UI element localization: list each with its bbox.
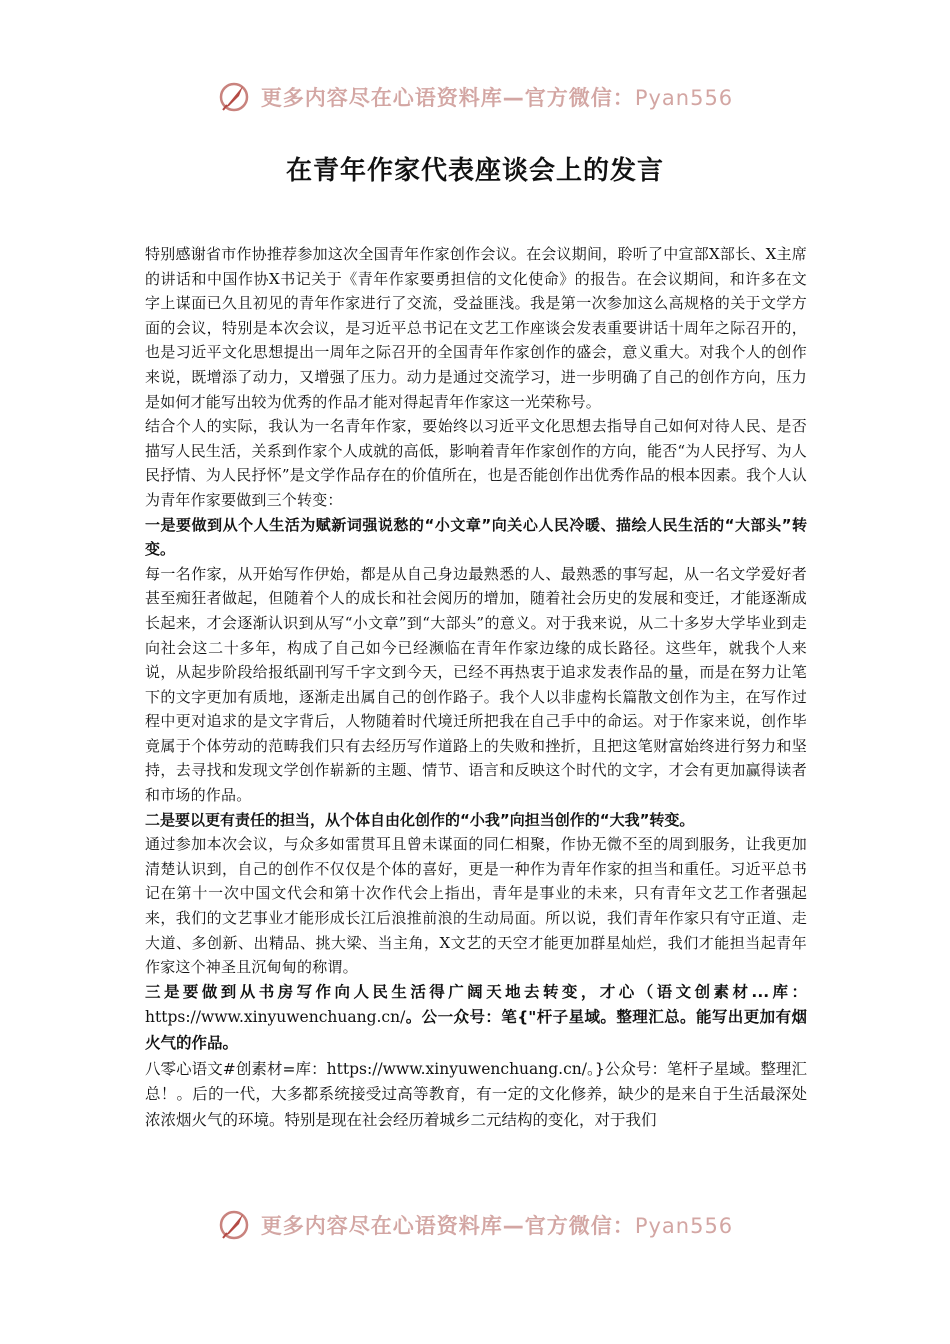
paragraph-third-transformation (145, 1057, 807, 1134)
document-title: 在青年作家代表座谈会上的发言 (285, 156, 664, 186)
footer-watermark-text (261, 1210, 733, 1240)
document-body (145, 242, 807, 1133)
third-heading-url: https://www.xinyuwenchuang.cn/ (145, 1008, 406, 1027)
footer-watermark-wechat: Pyan556 (634, 1214, 734, 1238)
paragraph-three-transformations: 结合个人的实际，我认为一名青年作家，要始终以习近平文化思想去指导自己如何对待人民、是否描写人民生活，关系到作家个人成就的高低，影响着青年作家创作的方向，能否“为人民抒写、为人民抒情、为人民抒怀”是文学作品存在的价值所在，也是否能创作出优秀作品的根本因素。我个人认为青年作家要做到三个转变： (145, 417, 807, 509)
third-heading-text: 三是要做到从书房写作向人民生活得广阔天地去转变，才心（语文创素材...库： (145, 982, 807, 1001)
header-watermark-slogan: 更多内容尽在心语资料库—官方微信： (260, 86, 635, 110)
heading-second-transformation: 二是要以更有责任的担当，从个体自由化创作的“小我”向担当创作的“大我”转变。 (145, 810, 695, 829)
header-watermark-wechat: Pyan556 (634, 86, 734, 110)
paragraph-second-transformation: 通过参加本次会议，与众多如雷贯耳且曾未谋面的同仁相聚，作协无微不至的周到服务，让我更加清楚认识到，自己的创作不仅仅是个体的喜好，更是一种作为青年作家的担当和重任。习近平总书记在第十一次中国文代会和第十次作代会上指出，青年是事业的未来，只有青年文艺工作者强起来，我们的文艺事业才能形成长江后浪推前浪的生动局面。所以说，我们青年作家只有守正道、走大道、多创新、出精品、挑大梁、当主角，X文艺的天空才能更加群星灿烂，我们才能担当起青年作家这个神圣且沉甸甸的称谓。 (145, 835, 807, 977)
third-paragraph-text: 八零心语文#创素材=库： (145, 1059, 327, 1078)
heading-third-transformation (145, 980, 807, 1057)
header-watermark-text (261, 82, 733, 112)
third-paragraph-url: https://www.xinyuwenchuang.cn/ (326, 1059, 587, 1078)
footer-watermark-slogan: 更多内容尽在心语资料库—官方微信： (260, 1214, 635, 1238)
paragraph-intro: 特别感谢省市作协推荐参加这次全国青年作家创作会议。在会议期间，聆听了中宣部X部长、X主席的讲话和中国作协X书记关于《青年作家要勇担信的文化使命》的报告。在会议期间，和许多在文字上谋面已久且初见的青年作家进行了交流，受益匪浅。我是第一次参加这么高规格的关于文学方面的会议，特别是本次会议，是习近平总书记在文艺工作座谈会发表重要讲话十周年之际召开的，也是习近平文化思想提出一周年之际召开的全国青年作家创作的盛会，意义重大。对我个人的创作来说，既增添了动力，又增强了压力。动力是通过交流学习，进一步明确了自己的创作方向，压力是如何才能写出较为优秀的作品才能对得起青年作家这一光荣称号。 (145, 245, 807, 411)
paragraph-first-transformation: 每一名作家，从开始写作伊始，都是从自己身边最熟悉的人、最熟悉的事写起，从一名文学爱好者甚至痴狂者做起，但随着个人的成长和社会阅历的增加，随着社会历史的发展和变迁，才能逐渐成长起来，才会逐渐认识到从写“小文章”到“大部头”的意义。对于我来说，从二十多岁大学毕业到走向社会这二十多年，构成了自己如今已经濒临在青年作家边缘的成长路径。这些年，就我个人来说，从起步阶段给报纸副刊写千字文到今天，已经不再热衷于追求发表作品的量，而是在努力让笔下的文字更加有质地，逐渐走出属自己的创作路子。我个人以非虚构长篇散文创作为主，在写作过程中更对追求的是文字背后，人物随着时代境迁所把我在自己手中的命运。对于作家来说，创作毕竟属于个体劳动的范畴我们只有去经历写作道路上的失败和挫折，且把这笔财富始终进行努力和坚持，去寻找和发现文学创作崭新的主题、情节、语言和反映这个时代的文字，才会有更加赢得读者和市场的作品。 (145, 564, 807, 805)
quill-logo-icon (217, 1208, 251, 1242)
heading-first-transformation: 一是要做到从个人生活为赋新词强说愁的“小文章”向关心人民冷暖、描绘人民生活的“大部头”转变。 (145, 515, 807, 559)
third-heading-tail: 。公一众号：笔{"杆子星域。整理汇总。能写出更加有烟火气的作品。 (145, 1008, 807, 1052)
footer-watermark-banner (0, 1208, 950, 1242)
header-watermark-banner (0, 80, 950, 114)
third-paragraph-tail: 。}公众号：笔杆子星域。整理汇总！。后的一代，大多都系统接受过高等教育，有一定的文化修养，缺少的是来自于生活最深处浓浓烟火气的环境。特别是现在社会经历着城乡二元结构的变化，对于我们 (145, 1059, 807, 1129)
quill-logo-icon (217, 80, 251, 114)
